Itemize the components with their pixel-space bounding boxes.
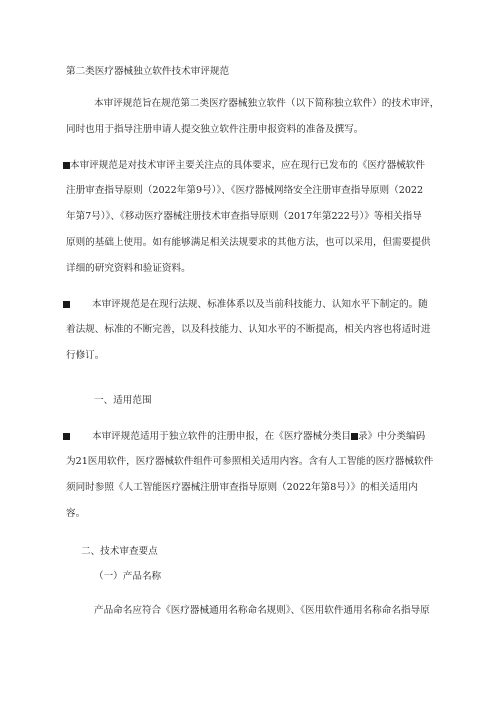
para4-line-1: 产品命名应符合《医疗器械通用名称命名规则》、《医用软件通用名称命名指导原 [94, 605, 430, 616]
section2-heading: 二、技术审查要点 [81, 546, 158, 557]
section1-heading: 一、适用范围 [94, 395, 152, 406]
para1-line-4: 原则的基础上使用。如有能够满足相关法规要求的其他方法，也可以采用，但需要提供 [66, 237, 431, 248]
para3-line-4: 容。 [66, 508, 86, 519]
para2-line-1 [63, 299, 428, 311]
para3-line-2: 为21医用软件，医疗器械软件组件可参照相关适用内容。含有人工智能的医疗器械软件 [66, 456, 434, 467]
para3-text-1b: 录》中分类编码 [358, 431, 426, 442]
para3-line-3: 须同时参照《人工智能医疗器械注册审查指导原则（2022年第8号）》的相关适用内 [66, 482, 418, 493]
para1-text-1: 本审评规范是对技术审评主要关注点的具体要求，应在现行已发布的《医疗器械软件 [70, 160, 425, 171]
para1-line-1 [63, 160, 425, 172]
bullet-square-icon [63, 433, 70, 440]
intro-line-1: 本审评规范旨在规范第二类医疗器械独立软件（以下简称独立软件）的技术审评， [94, 98, 440, 109]
para2-line-2: 着法规、标准的不断完善，以及科技能力、认知水平的不断提高，相关内容也将适时进 [66, 324, 431, 335]
para1-line-2: 注册审查指导原则（2022年第9号）》、《医疗器械网络安全注册审查指导原则（2022 [66, 185, 424, 196]
inline-square-icon [351, 433, 358, 440]
para1-line-5: 详细的研究资料和验证资料。 [66, 263, 191, 274]
bullet-square-icon [63, 301, 70, 308]
section2-sub1: （一）产品名称 [94, 571, 162, 582]
intro-line-2: 同时也用于指导注册申请人提交独立软件注册申报资料的准备及撰写。 [66, 124, 364, 135]
para2-text-1: 本审评规范是在现行法规、标准体系以及当前科技能力、认知水平下制定的。随 [92, 299, 428, 310]
para3-text-1a: 本审评规范适用于独立软件的注册申报，在《医疗器械分类目 [92, 431, 352, 442]
para3-line-1 [63, 431, 425, 443]
bullet-square-icon [63, 162, 70, 169]
document-title: 第二类医疗器械独立软件技术审评规范 [66, 66, 230, 77]
para2-line-3: 行修订。 [66, 350, 105, 361]
para1-line-3: 年第7号）》、《移动医疗器械注册技术审查指导原则（2017年第222号）》等相关指导 [66, 211, 422, 222]
